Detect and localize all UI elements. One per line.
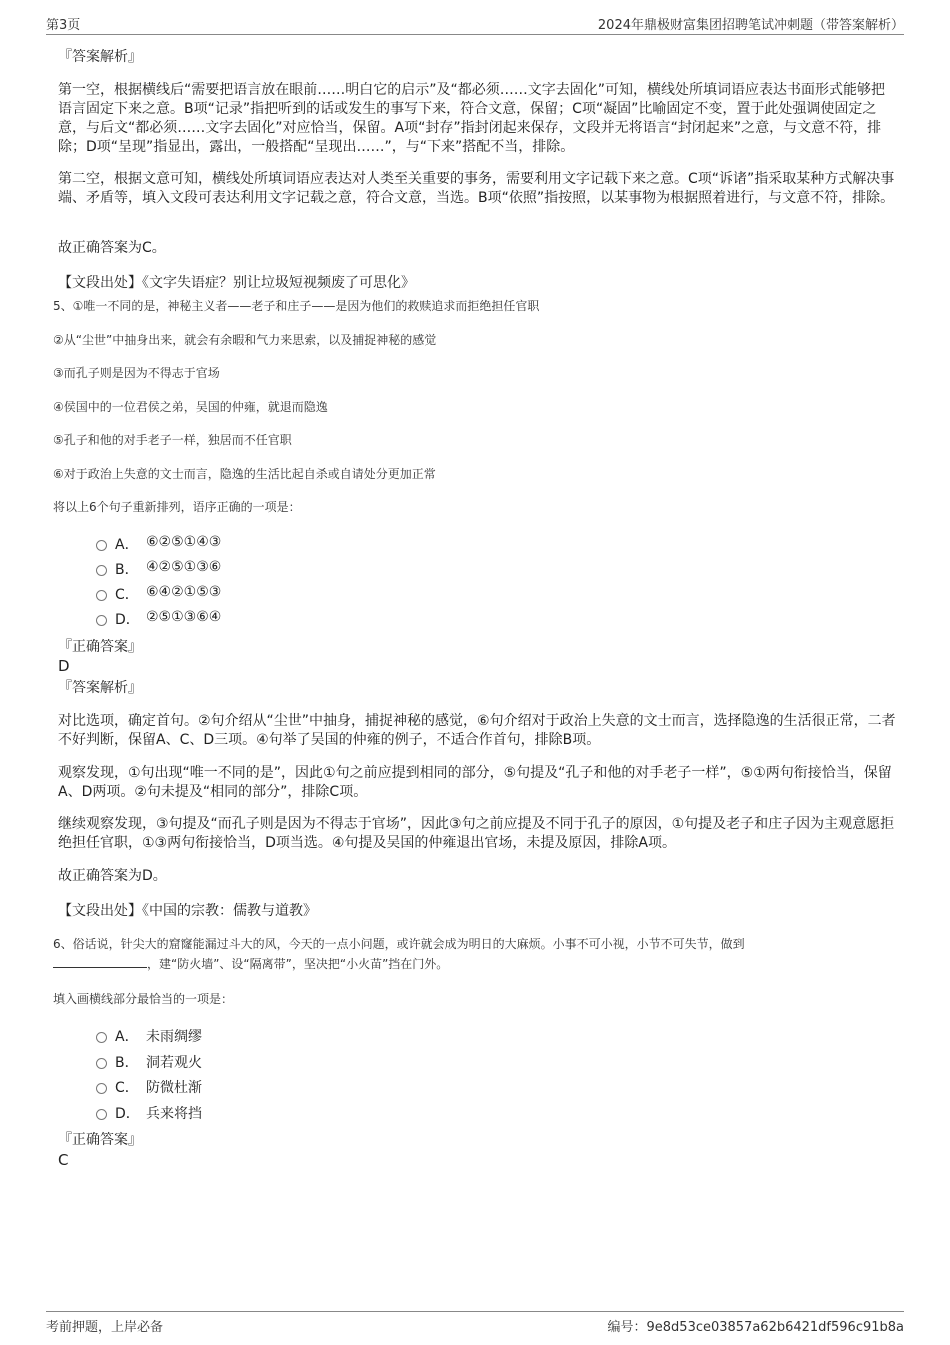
q5-prompt: 将以上6个句子重新排列，语序正确的一项是： [53,500,301,514]
radio-icon[interactable] [96,1109,107,1120]
q5-sentence-1: 5、①唯一不同的是，神秘主义者——老子和庄子——是因为他们的救赎追求而拒绝担任官职 [53,299,540,313]
document-code: 编号：9e8d53ce03857a62b6421df596c91b8a [607,1320,904,1335]
q5-sentence-6: ⑥对于政治上失意的文士而言，隐逸的生活比起自杀或自请处分更加正常 [53,467,436,481]
q5-answer: D [58,657,70,675]
radio-icon[interactable] [96,565,107,576]
q5-sentence-2: ②从“尘世”中抽身出来，就会有余暇和气力来思索，以及捕捉神秘的感觉 [53,333,437,347]
q4-analysis-label: 『答案解析』 [58,49,142,65]
radio-icon[interactable] [96,615,107,626]
q4-analysis-p1: 第一空，根据横线后“需要把语言放在眼前……明白它的启示”及“都必须……文字去固化”可知，横线处所填词语应表达书面形式能够把语言固定下来之意。B项“记录”指把听到的话或发生的事写下来，符合文意，保留；C项“凝固”比喻固定不变，置于此处强调使固定之意，与后文“都必须……文字去固化”对应恰当，保留。A项“封存”指封闭起来保存，文段并无将语言“封闭起来”之意，与文意不符，排除；D项“呈现”指显出，露出，一般搭配“呈现出……”，与“下来”搭配不当，排除。 [58,82,886,155]
radio-icon[interactable] [96,1083,107,1094]
radio-icon[interactable] [96,1032,107,1043]
q5-sentence-4: ④侯国中的一位君侯之弟，吴国的仲雍，就退而隐逸 [53,400,328,414]
page-footer [46,1311,904,1334]
q5-source: 【文段出处】《中国的宗教：儒教与道教》 [58,903,317,919]
q5-answer-label: 『正确答案』 [58,639,142,655]
q6-prompt: 填入画横线部分最恰当的一项是： [53,992,234,1006]
footer-slogan: 考前押题，上岸必备 [46,1320,164,1335]
q5-analysis-label: 『答案解析』 [58,680,142,696]
radio-icon[interactable] [96,540,107,551]
q6-answer: C [58,1151,69,1169]
q4-source: 【文段出处】《文字失语症？别让垃圾短视频废了可思化》 [58,275,415,291]
radio-icon[interactable] [96,1058,107,1069]
q6-answer-label: 『正确答案』 [58,1132,142,1148]
fill-blank [53,955,147,968]
q4-conclusion: 故正确答案为C。 [58,240,166,256]
page-header [46,14,904,35]
q5-sentence-5: ⑤孔子和他的对手老子一样，独居而不任官职 [53,433,292,447]
q5-sentence-3: ③而孔子则是因为不得志于官场 [53,366,220,380]
page-number: 第3页 [46,18,81,33]
radio-icon[interactable] [96,590,107,601]
q5-analysis-p3: 继续观察发现，③句提及“而孔子则是因为不得志于官场”，因此③句之前应提及不同于孔子的原因，①句提及老子和庄子因为主观意愿拒绝担任官职，①③两句衔接恰当，D项当选。④句提及吴国的仲雍退出官场，未提及原因，排除A项。 [58,816,895,851]
q6-stem: 6、俗话说，针尖大的窟窿能漏过斗大的风，今天的一点小问题，或许就会成为明日的大麻烦。小事不可小视，小节不可失节，做到 ，建“防火墙”、设“隔离带”，坚决把“小火苗”挡在门外。 [53,937,745,971]
q5-analysis-p1: 对比选项，确定首句。②句介绍从“尘世”中抽身，捕捉神秘的感觉，⑥句介绍对于政治上失意的文士而言，选择隐逸的生活很正常，二者不好判断，保留A、C、D三项。④句举了吴国的仲雍的例子，不适合作首句，排除B项。 [58,713,896,748]
document-title: 2024年鼎极财富集团招聘笔试冲刺题（带答案解析） [597,18,904,33]
q5-analysis-p2: 观察发现，①句出现“唯一不同的是”，因此①句之前应提到相同的部分，⑤句提及“孔子和他的对手老子一样”，⑤①两句衔接恰当，保留A、D两项。②句未提及“相同的部分”，排除C项。 [58,765,892,800]
q4-analysis-p2: 第二空，根据文意可知，横线处所填词语应表达对人类至关重要的事务，需要利用文字记载下来之意。C项“诉诸”指采取某种方式解决事端、矛盾等，填入文段可表达利用文字记载之意，符合文意，当选。B项“依照”指按照，以某事物为根据照着进行，与文意不符，排除。 [58,171,895,206]
q5-conclusion: 故正确答案为D。 [58,868,167,884]
